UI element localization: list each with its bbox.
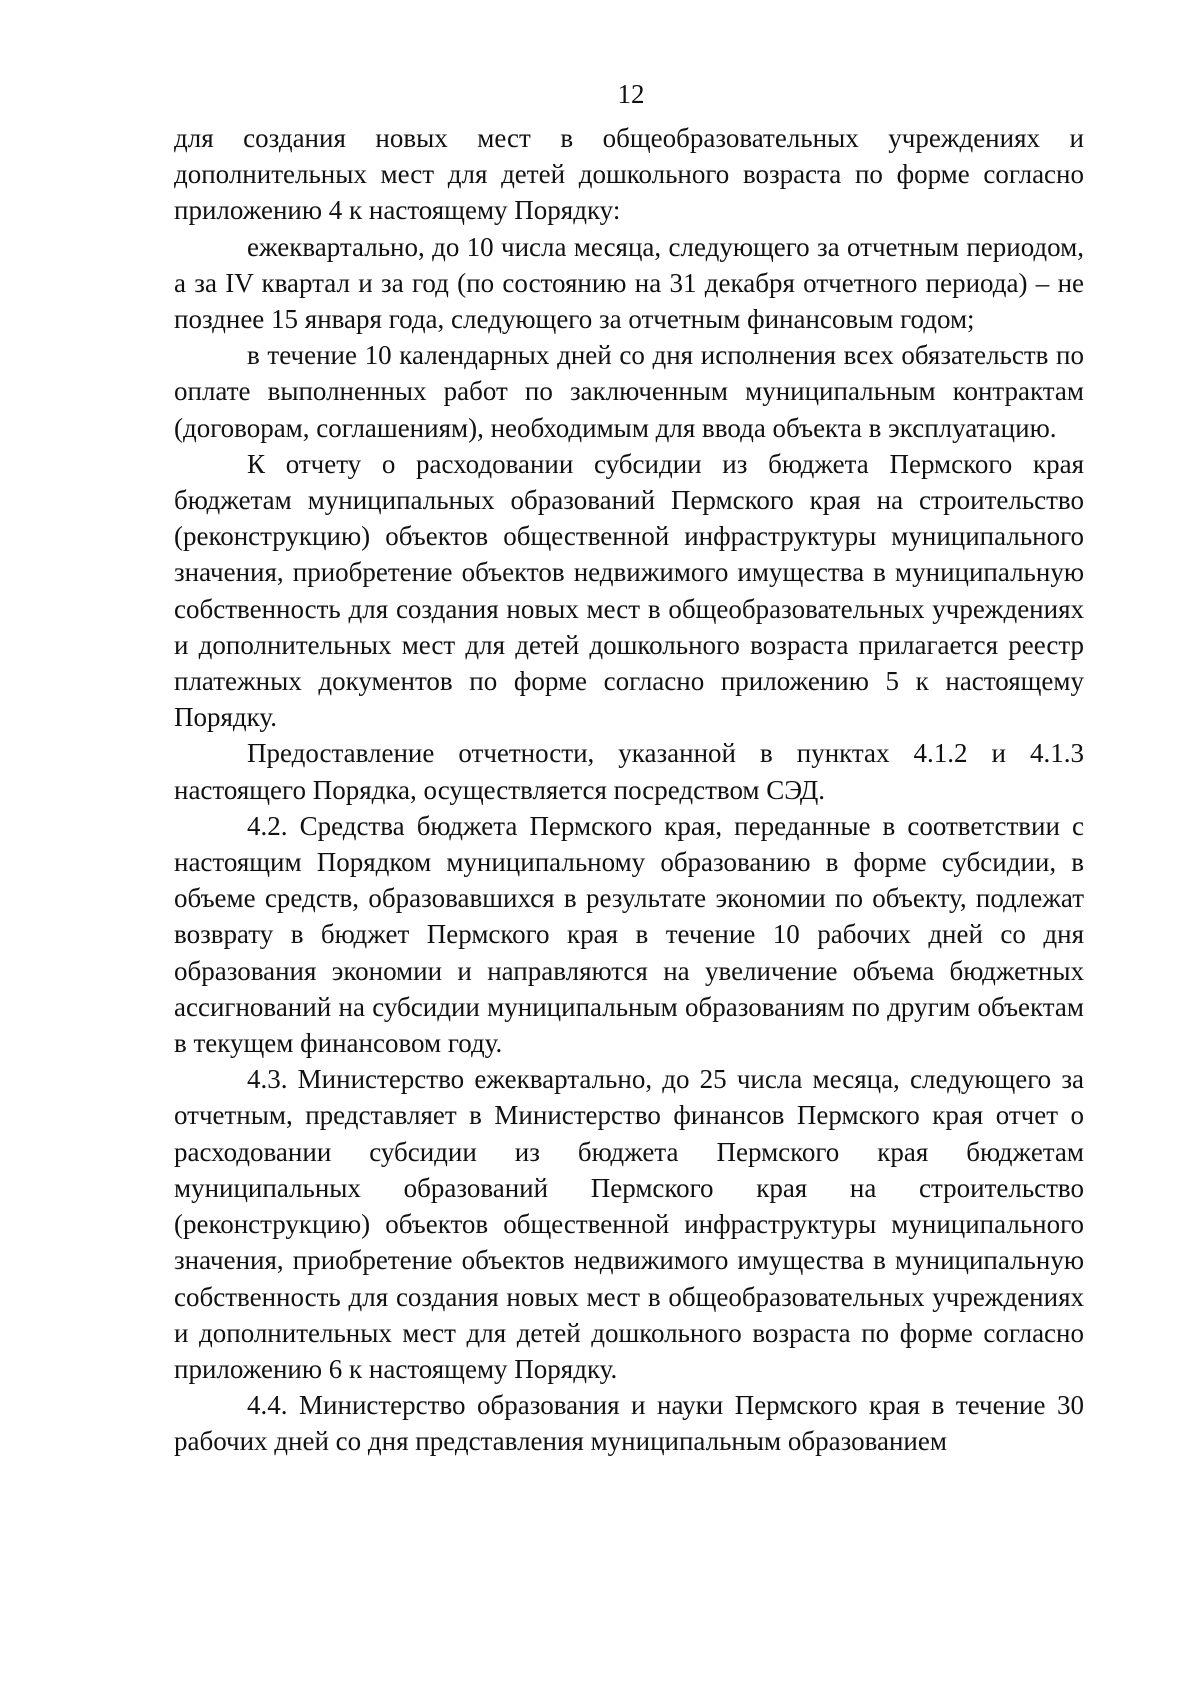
paragraph: 4.4. Министерство образования и науки Пермского края в течение 30 рабочих дней со дня представления муниципальным образованием — [174, 1390, 1084, 1457]
page-number: 12 — [617, 79, 645, 109]
paragraph: ежеквартально, до 10 числа месяца, следующего за отчетным периодом, а за IV квартал и за год (по состоянию на 31 декабря отчетного периода) – не позднее 15 января года, следующего за отчетным финансовым годом; — [174, 231, 1084, 335]
paragraph: К отчету о расходовании субсидии из бюджета Пермского края бюджетам муниципальных образований Пермского края на строительство (реконструкцию) объектов общественной инфраструктуры муниципального значения, приобретение объектов недвижимого имущества в муниципальную собственность для создания новых мест в общеобразовательных учреждениях и дополнительных мест для детей дошкольного возраста прилагается реестр платежных документов по форме согласно приложению 5 к настоящему Порядку. — [174, 448, 1084, 733]
paragraph: в течение 10 календарных дней со дня исполнения всех обязательств по оплате выполненных работ по заключенным муниципальным контрактам (договорам, соглашениям), необходимым для ввода объекта в эксплуатацию. — [174, 340, 1084, 443]
paragraph: для создания новых мест в общеобразовательных учреждениях и дополнительных мест для детей дошкольного возраста по форме согласно приложению 4 к настоящему Порядку: — [174, 123, 1084, 226]
paragraph: Предоставление отчетности, указанной в пунктах 4.1.2 и 4.1.3 настоящего Порядка, осуществляется посредством СЭД. — [174, 738, 1084, 805]
paragraph: 4.2. Средства бюджета Пермского края, переданные в соответствии с настоящим Порядком муниципальному образованию в форме субсидии, в объеме средств, образовавшихся в результате экономии по объекту, подлежат возврату в бюджет Пермского края в течение 10 рабочих дней со дня образования экономии и направляются на увеличение объема бюджетных ассигнований на субсидии муниципальным образованиям по другим объектам в текущем финансовом году. — [174, 810, 1084, 1059]
paragraph: 4.3. Министерство ежеквартально, до 25 числа месяца, следующего за отчетным, представляет в Министерство финансов Пермского края отчет о расходовании субсидии из бюджета Пермского края бюджетам муниципальных образований Пермского края на строительство (реконструкцию) объектов общественной инфраструктуры муниципального значения, приобретение объектов недвижимого имущества в муниципальную собственность для создания новых мест в общеобразовательных учреждениях и дополнительных мест для детей дошкольного возраста по форме согласно приложению 6 к настоящему Порядку. — [174, 1064, 1084, 1384]
document-body — [174, 120, 1084, 1460]
